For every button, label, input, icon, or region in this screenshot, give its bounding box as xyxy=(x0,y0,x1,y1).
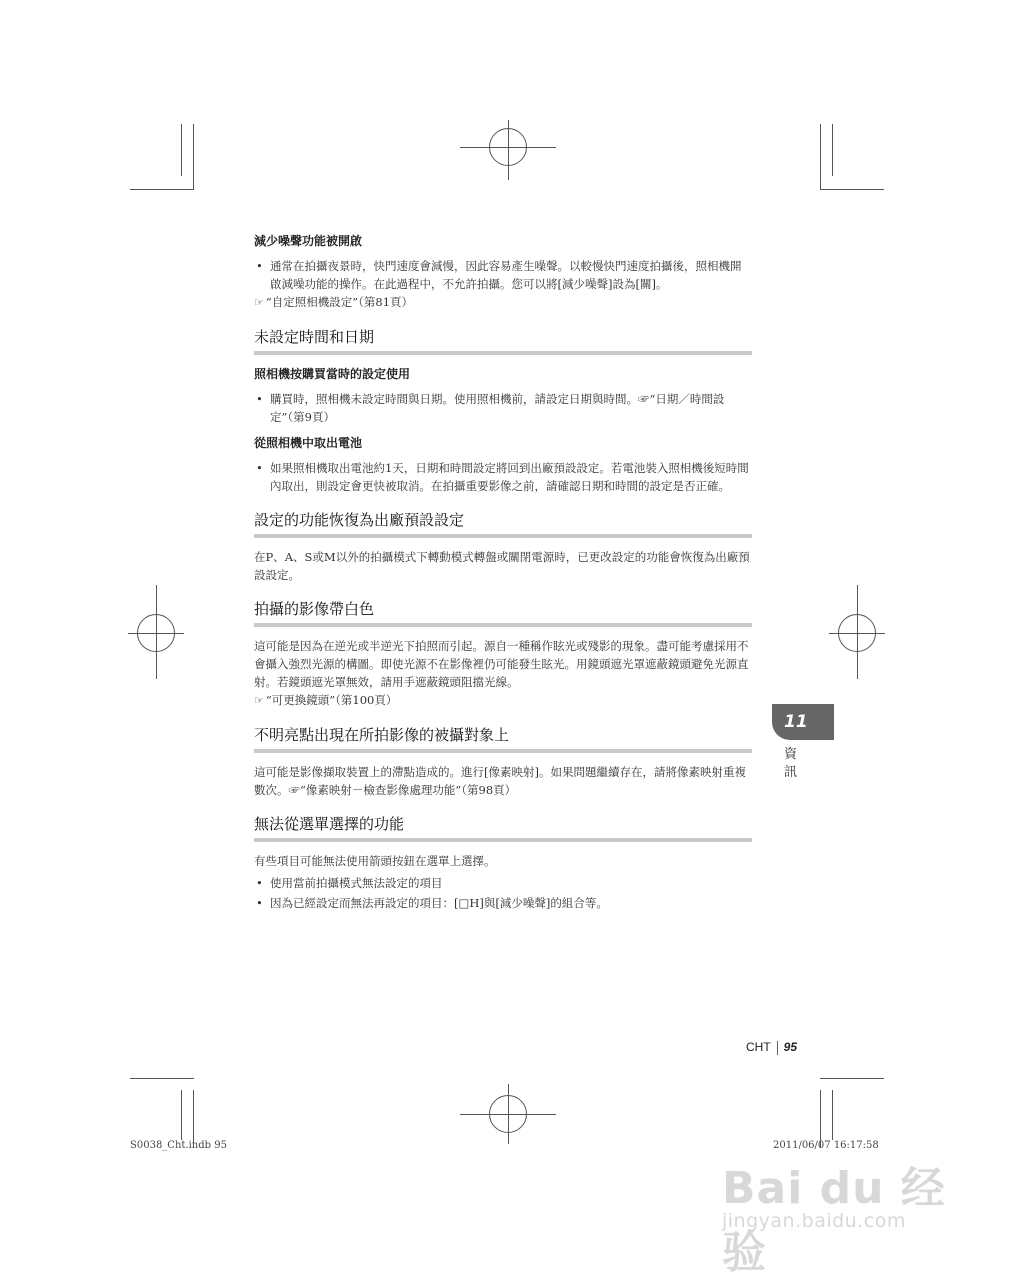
para-whitish-image: 這可能是因為在逆光或半逆光下拍照而引起。源自一種稱作眩光或殘影的現象。盡可能考慮採用不會攝入強烈光源的構圖。即使光源不在影像裡仍可能發生眩光。用鏡頭遮光罩遮蔽鏡頭避免光源直射。若鏡頭遮光罩無效，請用手遮蔽鏡頭阻擋光線。 xyxy=(254,639,749,689)
reference-pointer-icon: ☞ xyxy=(254,296,264,309)
para-menu-functions: 有些項目可能無法使用箭頭按鈕在選單上選擇。 xyxy=(254,854,496,868)
subhead-noise-reduction: 減少噪聲功能被開啟 xyxy=(254,234,363,248)
folio-language: CHT xyxy=(746,1040,771,1054)
bullet-purchase-settings: • 購買時，照相機未設定時間與日期。使用照相機前，請設定日期與時間。☞“日期／時間設定”（第9頁） xyxy=(254,390,752,426)
bullet-menu-combo: • 因為已經設定而無法再設定的項目：[□H]與[減少噪聲]的組合等。 xyxy=(254,894,752,912)
watermark xyxy=(722,1152,952,1278)
page-folio xyxy=(746,1040,797,1055)
chapter-label: 資訊 xyxy=(784,747,798,780)
heading-bright-spots: 不明亮點出現在所拍影像的被攝對象上 xyxy=(254,724,752,753)
heading-factory-reset: 設定的功能恢復為出廠預設設定 xyxy=(254,509,752,538)
print-slug-timestamp: 2011/06/07 16:17:58 xyxy=(773,1140,879,1151)
para-factory-reset: 在P、A、S或M以外的拍攝模式下轉動模式轉盤或關閉電源時，已更改設定的功能會恢復為出廠預設設定。 xyxy=(254,550,750,582)
bullet-remove-battery: • 如果照相機取出電池約1天，日期和時間設定將回到出廠預設設定。若電池裝入照相機後短時間內取出，則設定會更快被取消。在拍攝重要影像之前，請確認日期和時間的設定是否正確。 xyxy=(254,459,752,495)
print-slug-file: S0038_Cht.indb 95 xyxy=(130,1140,227,1151)
heading-time-date: 未設定時間和日期 xyxy=(254,326,752,355)
chapter-tab: 11 xyxy=(772,704,834,740)
subhead-purchase-settings: 照相機按購買當時的設定使用 xyxy=(254,367,411,381)
page-content xyxy=(254,232,752,920)
heading-whitish-image: 拍攝的影像帶白色 xyxy=(254,598,752,627)
reference-pointer-icon: ☞ xyxy=(254,694,264,707)
para-bright-spots: 這可能是影像擷取裝置上的滯點造成的。進行[像素映射]。如果問題繼續存在，請將像素映射重複數次。☞“像素映射－檢查影像處理功能”（第98頁） xyxy=(254,765,746,797)
subhead-remove-battery: 從照相機中取出電池 xyxy=(254,436,363,450)
ref-custom-settings: ☞ “自定照相機設定”（第81頁） xyxy=(254,295,414,309)
bullet-noise-reduction: • 通常在拍攝夜景時，快門速度會減慢，因此容易產生噪聲。以較慢快門速度拍攝後，照相機開啟減噪功能的操作。在此過程中，不允許拍攝。您可以將[減少噪聲]設為[關]。 xyxy=(254,257,752,293)
page-number: 95 xyxy=(783,1040,798,1054)
watermark-logo: Bai du 经验 xyxy=(722,1163,946,1278)
watermark-url: jingyan.baidu.com xyxy=(722,1210,906,1232)
bullet-menu-mode: • 使用當前拍攝模式無法設定的項目 xyxy=(254,874,752,892)
heading-menu-functions: 無法從選單選擇的功能 xyxy=(254,813,752,842)
ref-lens: ☞ “可更換鏡頭”（第100頁） xyxy=(254,693,398,707)
